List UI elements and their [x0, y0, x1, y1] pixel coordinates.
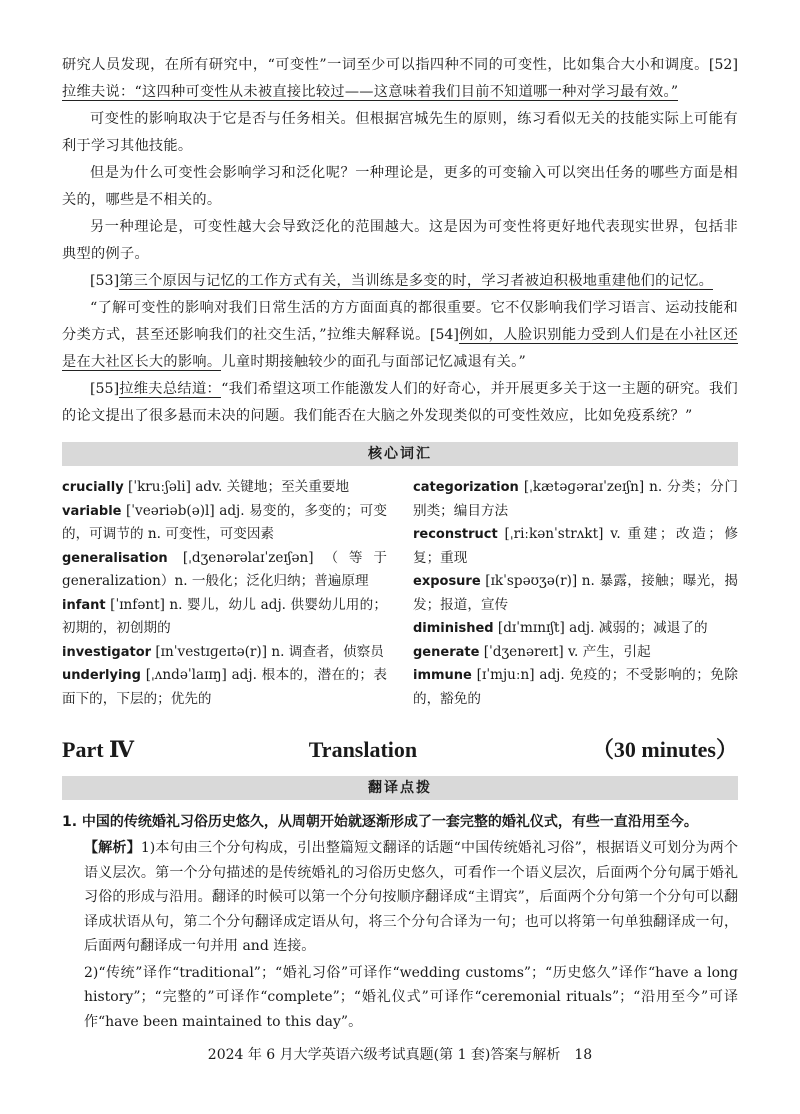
vocab-column-left	[62, 476, 387, 711]
vocab-column-right	[413, 476, 738, 711]
analysis-text: 1)本句由三个分句构成，引出整篇短文翻译的话题“中国传统婚礼习俗”，根据语义可划分为两个语义层次。第一个分句描述的是传统婚礼的习俗历史悠久，可看作一个语义层次，后面两个分句属于婚礼习俗的形成与沿用。翻译的时候可以第一个分句按顺序翻译成“主谓宾”，后面两个分句第一个分句可以翻译成状语从句，第二个分句翻译成定语从句，将三个分句合译为一句；也可以将第一句单独翻译成一句，后面两句翻译成一句并用 and 连接。	[84, 840, 738, 954]
passage-paragraph: 可变性的影响取决于它是否与任务相关。但根据宫城先生的原则，练习看似无关的技能实际上可能有利于学习其他技能。	[62, 111, 738, 154]
vocab-entry	[62, 664, 387, 711]
vocab-word: investigator	[62, 644, 152, 660]
vocab-entry	[413, 664, 738, 711]
vocab-entry	[62, 476, 387, 500]
vocab-word: generate	[413, 644, 480, 660]
vocab-definition: [dɪˈmɪnɪʃt] adj. 减弱的；减退了的	[493, 620, 708, 636]
vocab-word: diminished	[413, 621, 494, 636]
analysis-point-1	[62, 836, 738, 959]
vocab-definition: [ɪˈmjuːn] adj. 免疫的；不受影响的；免除的，豁免的	[413, 667, 738, 707]
vocab-word: crucially	[62, 480, 124, 495]
vocab-entry	[62, 594, 387, 641]
vocab-entry	[413, 570, 738, 617]
vocab-definition: [ˌʌndəˈlaɪɪŋ] adj. 根本的，潜在的；表面下的，下层的；优先的	[62, 667, 387, 707]
passage-paragraph: 但是为什么可变性会影响学习和泛化呢？一种理论是，更多的可变输入可以突出任务的哪些方面是相关的，哪些是不相关的。	[62, 165, 738, 208]
page-content	[62, 52, 738, 1034]
passage-text: “我们希望这项工作能激发人们的好奇心，并开展更多关于这一主题的研究。我们的论文提出了很多悬而未决的问题。我们能否在大脑之外发现类似的可变性效应，比如免疫系统？”	[62, 381, 738, 424]
vocab-entry	[413, 523, 738, 570]
vocab-definition: [ˌriːkənˈstrʌkt] v. 重建；改造；修复；重现	[413, 526, 738, 566]
vocab-entry	[413, 476, 738, 523]
underlined-answer: 拉维夫说：“这四种可变性从未被直接比较过——这意味着我们目前不知道哪一种对学习最有效。”	[62, 84, 679, 100]
vocab-word: categorization	[413, 480, 519, 495]
question-number: [52]	[708, 57, 738, 73]
passage-text: 儿童时期接触较少的面孔与面部记忆减退有关。”	[221, 354, 527, 370]
underlined-answer: 拉维夫总结道：	[119, 381, 222, 397]
analysis-label: 【解析】	[84, 840, 141, 856]
page-footer: 2024 年 6 月大学英语六级考试真题(第 1 套)答案与解析 18	[207, 1047, 593, 1063]
vocab-word: underlying	[62, 668, 141, 683]
vocab-definition: [ˈdʒenəreɪt] v. 产生，引起	[479, 643, 651, 660]
vocab-entry	[62, 641, 387, 665]
vocab-word: reconstruct	[413, 527, 498, 542]
vocab-definition: [ˈveəriəb(ə)l] adj. 易变的，多变的；可变的，可调节的 n. 可变性，可变因素	[62, 502, 387, 542]
underlined-answer: 第三个原因与记忆的工作方式有关，当训练是多变的时，学习者被迫积极地重建他们的记忆。	[119, 273, 714, 289]
part-number: Part Ⅳ	[62, 737, 134, 762]
translation-sentence-1: 1. 中国的传统婚礼习俗历史悠久，从周朝开始就逐渐形成了一套完整的婚礼仪式，有些一直沿用至今。	[62, 814, 698, 830]
passage-text: “了解可变性的影响对我们日常生活的方方面面真的都很重要。它不仅影响我们学习语言、运动技能和分类方式，甚至还影响我们的社交生活，”拉维夫解释说。	[62, 300, 738, 343]
vocab-definition: [ɪkˈspəʊʒə(r)] n. 暴露，接触；曝光，揭发；报道，宣传	[413, 573, 738, 613]
vocab-entry	[413, 617, 738, 641]
passage-text: 研究人员发现，在所有研究中，“可变性”一词至少可以指四种不同的可变性，比如集合大小和调度。	[62, 57, 709, 73]
part-title: Translation	[308, 737, 418, 762]
vocab-definition: [ˈkruːʃəli] adv. 关键地；至关重要地	[123, 479, 350, 495]
vocab-entry	[62, 547, 387, 594]
underlined-answer: 例如，人脸识别能力受到人们是在小社区还是在大社区长大的影响。	[62, 327, 738, 370]
vocab-entry	[413, 641, 738, 665]
question-number: [55]	[90, 381, 120, 397]
vocab-word: generalisation	[62, 550, 168, 566]
vocab-word: infant	[62, 597, 106, 613]
vocab-definition: [ˌdʒenərəlaɪˈzeɪʃən]（等于 generalization）n. 一般化；泛化归纳；普遍原理	[62, 549, 387, 589]
passage-paragraph: 另一种理论是，可变性越大会导致泛化的范围越大。这是因为可变性将更好地代表现实世界，包括非典型的例子。	[62, 219, 738, 262]
analysis-point-2: 2)“传统”译作“traditional”；“婚礼习俗”可译作“wedding customs”；“历史悠久”译作“have a long history”；“完整的”可译作“complete”；“婚礼仪式”可译作“ceremonial rituals”；“沿用至今”可译作“have been maintained to this day”。	[84, 964, 738, 1030]
question-number: [53]	[90, 273, 120, 289]
passage-paragraph	[62, 295, 738, 376]
passage-paragraph	[62, 376, 738, 430]
passage-paragraph	[62, 52, 738, 106]
vocab-definition: [ˈɪnfənt] n. 婴儿，幼儿 adj. 供婴幼儿用的；初期的，初创期的	[62, 596, 387, 636]
vocab-word: variable	[62, 503, 122, 519]
part-time: （30 minutes）	[591, 737, 738, 762]
vocab-word: immune	[413, 668, 472, 683]
tips-section-header: 翻译点拨	[62, 776, 738, 800]
vocab-definition: [ˌkætəɡəraɪˈzeɪʃn] n. 分类；分门别类；编目方法	[413, 479, 738, 519]
vocab-section-header: 核心词汇	[62, 442, 738, 466]
part-heading	[62, 733, 738, 764]
vocab-word: exposure	[413, 574, 481, 589]
vocab-list	[62, 476, 738, 711]
vocab-definition: [ɪnˈvestɪɡeɪtə(r)] n. 调查者，侦察员	[151, 643, 384, 660]
passage-paragraph	[62, 268, 738, 295]
vocab-entry	[62, 500, 387, 547]
question-number: [54]	[429, 327, 459, 343]
